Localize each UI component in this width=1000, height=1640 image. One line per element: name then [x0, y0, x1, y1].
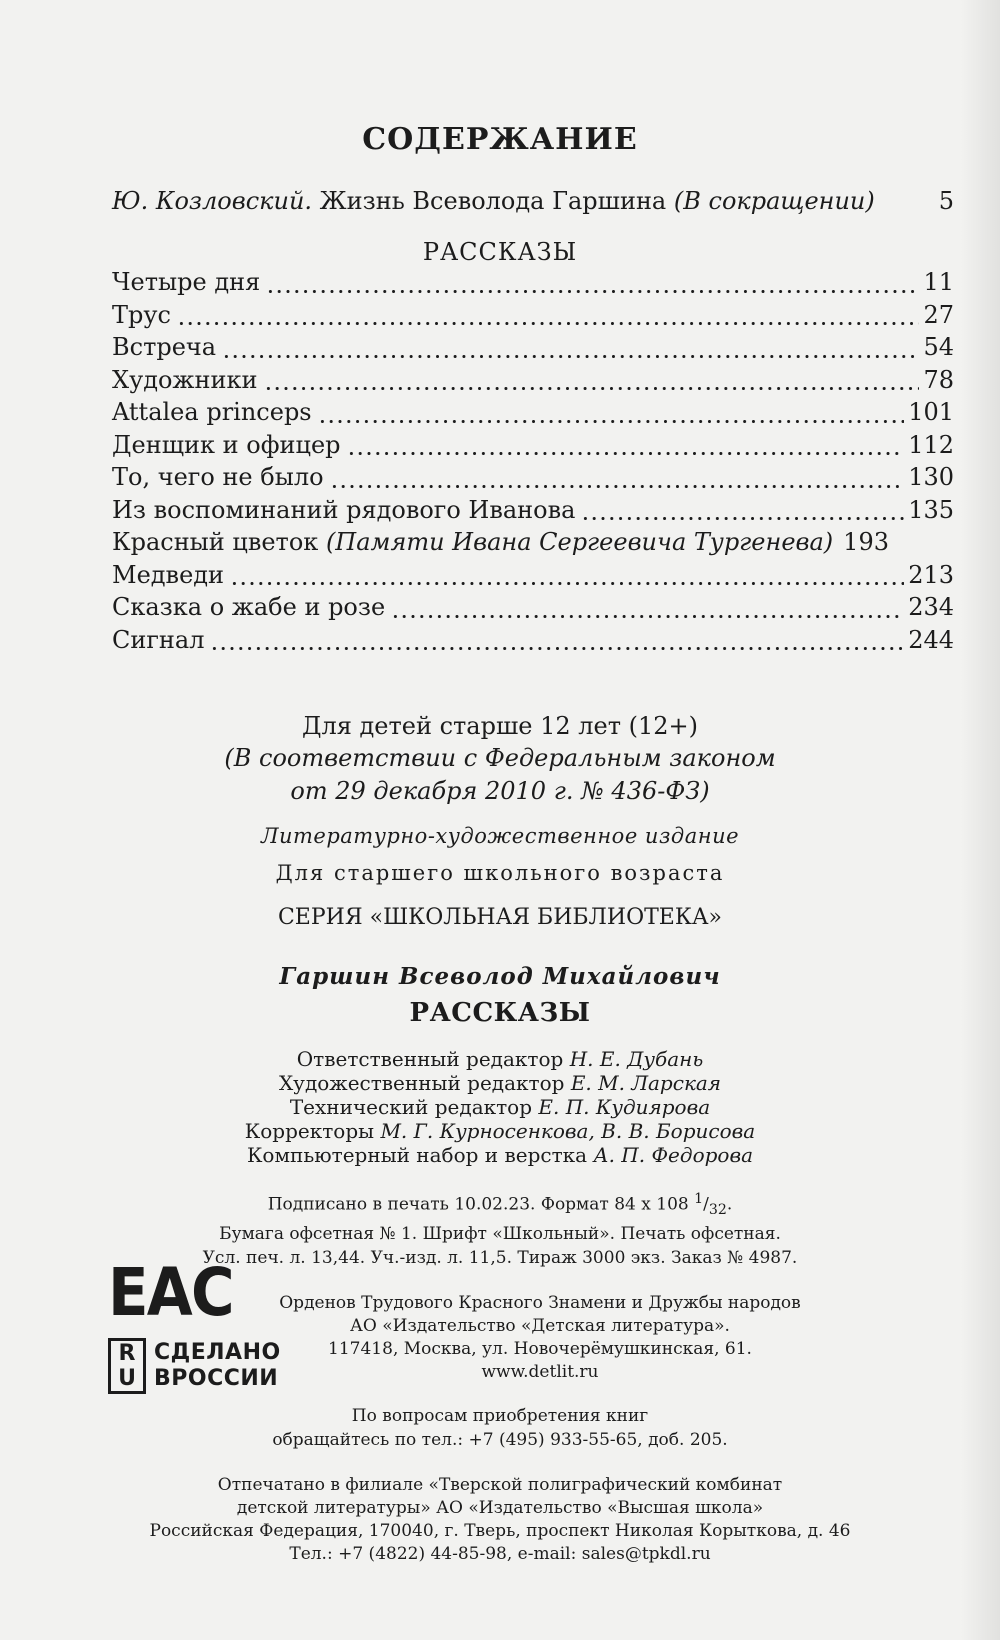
book-author: Гаршин Всеволод Михайлович: [279, 963, 721, 990]
made-line2: ВРОССИИ: [154, 1366, 279, 1391]
credit-role: Компьютерный набор и верстка: [246, 1143, 588, 1167]
toc-entry-page: 135: [908, 495, 954, 524]
printer-info: [0, 1474, 1000, 1566]
credit-line: [0, 1143, 1000, 1167]
toc-entry: [112, 593, 954, 626]
printer-line3: Российская Федерация, 170040, г. Тверь, проспект Николая Корыткова, д. 46: [149, 1521, 851, 1541]
toc-entry: [112, 398, 954, 431]
contents-heading: СОДЕРЖАНИЕ: [362, 122, 638, 157]
intro-page: 5: [938, 187, 954, 215]
printer-line1: Отпечатано в филиале «Тверской полиграфический комбинат: [217, 1475, 783, 1495]
toc-entry-title: Красный цветок: [112, 528, 319, 556]
toc-entry-page: 101: [908, 398, 954, 426]
toc-entry-page: 193: [843, 528, 889, 556]
series-name: СЕРИЯ «ШКОЛЬНАЯ БИБЛИОТЕКА»: [277, 905, 723, 930]
toc-entry-title: Четыре дня: [112, 268, 261, 296]
toc-leader-dots: [264, 387, 920, 390]
printer-line4: Тел.: +7 (4822) 44-85-98, e-mail: sales@tpkdl.ru: [289, 1544, 711, 1564]
toc-entry: [112, 463, 954, 496]
credit-name: М. Г. Курносенкова, В. В. Борисова: [380, 1119, 756, 1143]
printer-line2: детской литературы» АО «Издательство «Высшая школа»: [236, 1498, 764, 1518]
credit-line: [0, 1095, 1000, 1119]
format-fraction-num: 1: [694, 1191, 704, 1207]
toc-entry-page: 11: [923, 268, 954, 296]
credit-role: Художественный редактор: [278, 1071, 565, 1095]
toc-entry-subtitle: (Памяти Ивана Сергеевича Тургенева): [325, 528, 834, 556]
table-of-contents: [112, 268, 954, 658]
toc-entry: [112, 366, 954, 399]
toc-entry-title: Attalea princeps: [112, 398, 312, 426]
toc-entry: [112, 528, 954, 561]
toc-entry: [112, 496, 954, 529]
credit-role: Ответственный редактор: [296, 1047, 564, 1071]
toc-entry-title: Сигнал: [112, 625, 205, 654]
orders-line2: обращайтесь по тел.: +7 (495) 933-55-65, доб. 205.: [272, 1430, 728, 1450]
toc-entry: [112, 626, 954, 659]
format-fraction-den: 32: [708, 1202, 727, 1219]
publisher-line2: АО «Издательство «Детская литература».: [350, 1316, 730, 1336]
toc-leader-dots: [266, 290, 919, 293]
toc-entry-page: 234: [908, 593, 954, 621]
toc-leader-dots: [230, 582, 904, 585]
toc-entry-title: То, чего не было: [112, 463, 324, 491]
toc-entry-page: 54: [923, 333, 954, 361]
credit-line: [0, 1071, 1000, 1095]
toc-entry-title: Денщик и офицер: [112, 430, 341, 459]
law-reference-line1: (В соответствии с Федеральным законом: [224, 744, 776, 772]
law-reference-line2: от 29 декабря 2010 г. № 436-ФЗ): [290, 777, 710, 805]
edition-genre: Литературно-художественное издание: [260, 824, 740, 848]
toc-entry-title: Из воспоминаний рядового Иванова: [112, 495, 576, 524]
ru-box-icon: R U: [108, 1338, 146, 1394]
orders-info: [0, 1404, 1000, 1452]
toc-entry-page: 27: [923, 300, 954, 329]
toc-leader-dots: [222, 355, 919, 358]
book-title: РАССКАЗЫ: [409, 998, 591, 1028]
credit-role: Технический редактор: [289, 1095, 533, 1119]
credit-name: А. П. Федорова: [593, 1143, 754, 1167]
orders-line1: По вопросам приобретения книг: [351, 1406, 649, 1426]
toc-entry-title: Встреча: [112, 333, 217, 361]
credit-name: Е. М. Ларская: [570, 1071, 722, 1095]
publisher-line3: 117418, Москва, ул. Новочерёмушкинская, 61.: [328, 1339, 752, 1359]
toc-entry-title: Сказка о жабе и розе: [112, 593, 386, 621]
toc-leader-dots: [581, 517, 904, 520]
target-audience: Для старшего школьного возраста: [275, 861, 725, 885]
toc-entry: [112, 333, 954, 366]
credit-name: Е. П. Кудиярова: [538, 1095, 711, 1119]
section-title: РАССКАЗЫ: [422, 238, 578, 266]
toc-leader-dots: [347, 452, 905, 455]
print-info-line1: Подписано в печать 10.02.23. Формат 84 x 108: [267, 1194, 689, 1215]
toc-entry-title: Медведи: [112, 560, 225, 589]
intro-note: (В сокращении): [673, 187, 875, 215]
publisher-info: [240, 1292, 840, 1384]
toc-entry-title: Художники: [112, 365, 258, 394]
toc-leader-dots: [391, 615, 904, 618]
toc-leader-dots: [330, 485, 905, 488]
credit-line: [0, 1119, 1000, 1143]
credit-role: Корректоры: [244, 1119, 375, 1143]
print-info-line3: Усл. печ. л. 13,44. Уч.-изд. л. 11,5. Тираж 3000 экз. Заказ № 4987.: [202, 1248, 798, 1269]
toc-entry-page: 130: [908, 463, 954, 491]
toc-entry-page: 213: [908, 560, 954, 589]
toc-entry: [112, 431, 954, 464]
toc-entry-title: Трус: [112, 300, 171, 329]
toc-leader-dots: [210, 647, 904, 650]
toc-leader-dots: [318, 420, 905, 423]
toc-entry-page: 78: [923, 365, 954, 394]
credit-name: Н. Е. Дубань: [569, 1047, 704, 1071]
age-rating: Для детей старше 12 лет (12+): [301, 712, 699, 740]
print-info: Подписано в печать 10.02.23. Формат 84 x 108 $^1/_{32}$. Бумага офсетная № 1. Шрифт «Школьный». Печать офсетная. Усл. печ. л. 13,44. Уч.-изд. л. 11,5. Тираж 3000 экз. Заказ № 4987.: [0, 1187, 1000, 1270]
intro-title: Жизнь Всеволода Гаршина: [319, 187, 667, 215]
intro-author: Ю. Козловский.: [112, 187, 313, 215]
toc-entry: [112, 301, 954, 334]
print-info-line2: Бумага офсетная № 1. Шрифт «Школьный». Печать офсетная.: [219, 1224, 781, 1245]
intro-entry: [112, 187, 954, 215]
toc-entry: [112, 561, 954, 594]
eac-logo: ЕАС: [108, 1254, 233, 1331]
publisher-line1: Орденов Трудового Красного Знамени и Дружбы народов: [279, 1293, 801, 1313]
toc-entry: [112, 268, 954, 301]
editorial-credits: [0, 1047, 1000, 1167]
credit-line: [0, 1047, 1000, 1071]
publisher-url[interactable]: www.detlit.ru: [481, 1362, 599, 1382]
toc-entry-page: 244: [908, 625, 954, 654]
toc-leader-dots: [177, 322, 920, 325]
toc-entry-page: 112: [908, 430, 954, 459]
made-line1: СДЕЛАНО: [154, 1340, 281, 1365]
